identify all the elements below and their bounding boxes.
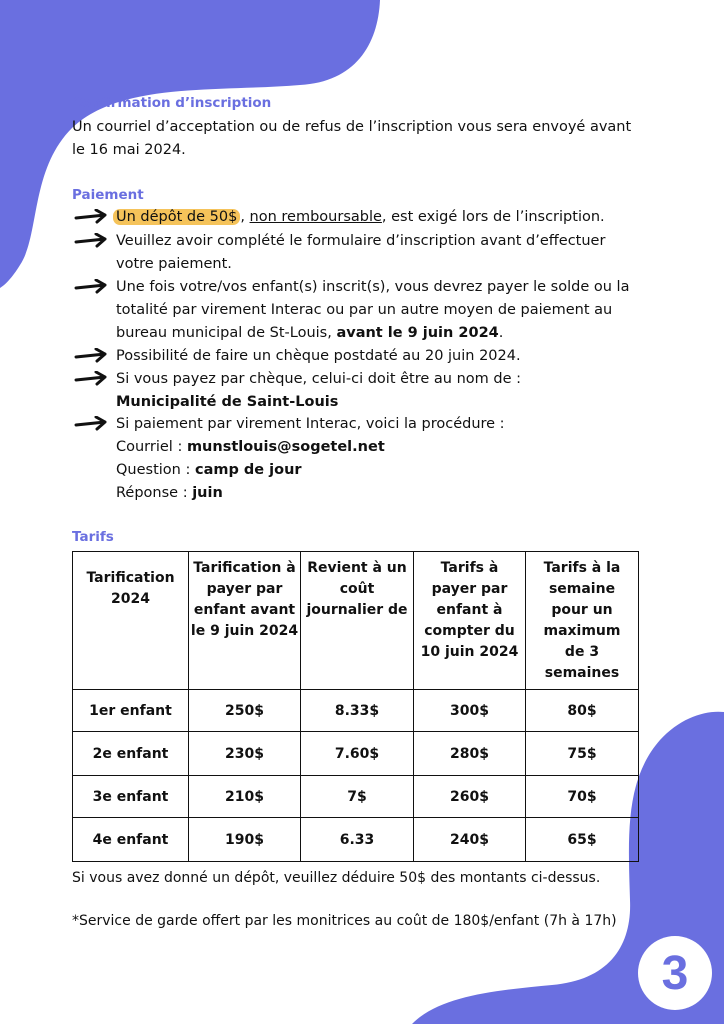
bullet-formulaire: Veuillez avoir complété le formulaire d’inscription avant d’effectuer votre paiement. xyxy=(72,230,652,276)
table-row xyxy=(73,732,639,776)
table-cell: 210$ xyxy=(189,776,301,818)
arrow-right-icon xyxy=(74,416,108,432)
payee-name: Municipalité de Saint-Louis xyxy=(116,394,339,410)
table-cell: 8.33$ xyxy=(301,690,414,732)
tarifs-table xyxy=(72,551,639,862)
table-cell: 190$ xyxy=(189,818,301,862)
confirmation-heading: Confirmation d’inscription xyxy=(72,95,272,111)
confirmation-line-2: le 16 mai 2024. xyxy=(72,142,186,158)
interac-question: Question : camp de jour xyxy=(116,462,302,478)
table-cell: 75$ xyxy=(526,732,639,776)
table-cell: 6.33 xyxy=(301,818,414,862)
table-cell: 240$ xyxy=(414,818,526,862)
table-cell: 7$ xyxy=(301,776,414,818)
table-cell: 70$ xyxy=(526,776,639,818)
table-cell: 80$ xyxy=(526,690,639,732)
table-cell: 260$ xyxy=(414,776,526,818)
non-remboursable-text: non remboursable xyxy=(249,209,382,225)
table-cell: 280$ xyxy=(414,732,526,776)
arrow-right-icon xyxy=(74,279,108,295)
table-cell: 7.60$ xyxy=(301,732,414,776)
table-cell: 2e enfant xyxy=(73,732,189,776)
paiement-heading: Paiement xyxy=(72,187,144,203)
table-cell: 3e enfant xyxy=(73,776,189,818)
header-cell: Tarifs à la semaine pour un maximum de 3 semaines xyxy=(526,552,639,690)
bullet-solde: Une fois votre/vos enfant(s) inscrit(s), vous devrez payer le solde ou la totalité par virement Interac ou par un autre moyen de paiement au bureau municipal de St-Louis, avant le 9 juin 2024. xyxy=(72,276,652,345)
arrow-right-icon xyxy=(74,348,108,364)
bullet-depot: Un dépôt de 50$ , non remboursable, est exigé lors de l’inscription. xyxy=(72,206,652,229)
table-cell: 250$ xyxy=(189,690,301,732)
table-cell: 1er enfant xyxy=(73,690,189,732)
confirmation-line-1: Un courriel d’acceptation ou de refus de l’inscription vous sera envoyé avant xyxy=(72,119,632,135)
tarifs-heading: Tarifs xyxy=(72,529,114,545)
table-row xyxy=(73,818,639,862)
header-cell: Tarification à payer par enfant avant le 9 juin 2024 xyxy=(189,552,301,690)
interac-reponse: Réponse : juin xyxy=(116,485,223,501)
header-cell: Tarification 2024 xyxy=(73,552,189,690)
arrow-right-icon xyxy=(74,371,108,387)
table-row xyxy=(73,690,639,732)
header-cell: Revient à un coût journalier de xyxy=(301,552,414,690)
bullet-interac: Si paiement par virement Interac, voici la procédure : Courriel : munstlouis@sogetel.net Question : camp de jour Réponse : juin xyxy=(72,413,652,505)
deadline-text: avant le 9 juin 2024 xyxy=(336,325,499,341)
table-cell: 300$ xyxy=(414,690,526,732)
interac-courriel: Courriel : munstlouis@sogetel.net xyxy=(116,439,385,455)
table-cell: 65$ xyxy=(526,818,639,862)
header-cell: Tarifs à payer par enfant à compter du 10 juin 2024 xyxy=(414,552,526,690)
arrow-right-icon xyxy=(74,209,108,225)
bullet-cheque-nom: Si vous payez par chèque, celui-ci doit être au nom de : Municipalité de Saint-Louis xyxy=(72,368,652,414)
page-number: 3 xyxy=(638,936,712,1010)
table-cell: 4e enfant xyxy=(73,818,189,862)
arrow-right-icon xyxy=(74,233,108,249)
table-row xyxy=(73,776,639,818)
depot-note: Si vous avez donné un dépôt, veuillez déduire 50$ des montants ci-dessus. xyxy=(72,870,601,886)
table-header-row xyxy=(73,552,639,690)
depot-highlight: Un dépôt de 50$ xyxy=(113,209,240,225)
bullet-cheque-postdate: Possibilité de faire un chèque postdaté au 20 juin 2024. xyxy=(72,345,652,368)
table-cell: 230$ xyxy=(189,732,301,776)
service-garde-note: *Service de garde offert par les monitrices au coût de 180$/enfant (7h à 17h) xyxy=(72,913,617,929)
confirmation-text xyxy=(72,116,652,162)
